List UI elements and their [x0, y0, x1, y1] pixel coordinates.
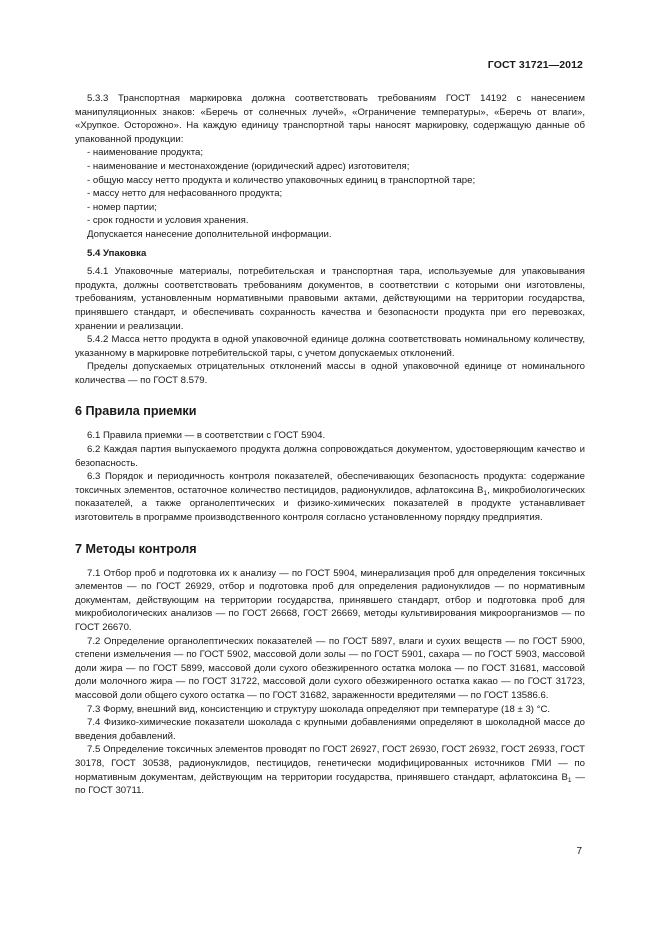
- section-heading-7: 7 Методы контроля: [75, 541, 197, 556]
- paragraph-6-1: 6.1 Правила приемки — в соответствии с ГОСТ 5904.: [87, 430, 326, 442]
- paragraph-7-4: 7.4 Физико-химические показатели шоколада с крупными добавлениями определяют в шоколадной массе до введения добавлений.: [75, 717, 585, 742]
- subscript: 1: [567, 776, 572, 784]
- subsection-heading-5-4: 5.4 Упаковка: [87, 247, 147, 259]
- paragraph-7-3: 7.3 Форму, внешний вид, консистенцию и структуру шоколада определяют при температуре (18 ± 3) °С.: [87, 703, 551, 715]
- paragraph-tolerance: Пределы допускаемых отрицательных отклонений массы в одной упаковочной единице от номинального количества — по ГОСТ 8.579.: [75, 361, 585, 386]
- list-item: - наименование и местонахождение (юридический адрес) изготовителя;: [87, 160, 410, 172]
- paragraph-6-2: 6.2 Каждая партия выпускаемого продукта должна сопровождаться документом, удостоверяющим качество и безопасность.: [75, 444, 585, 469]
- paragraph-7-2: 7.2 Определение органолептических показателей — по ГОСТ 5897, влаги и сухих веществ — по ГОСТ 5900, степени измельчения — по ГОСТ 5902, массовой доли золы — по ГОСТ 5901, сахара — по ГОСТ 5903, массовой доли жира — по ГОСТ 5899, массовой доли сухого обезжиренного остатка молока — по ГОСТ 31681, массовой доли молочного жира — по ГОСТ 31722, массовой доли сухого обезжиренного остатка какао — по ГОСТ 31723, массовой доли общего сухого остатка — по ГОСТ 31682, зараженности вредителями — по ГОСТ 13586.6.: [75, 635, 585, 701]
- page-content: [75, 92, 585, 798]
- paragraph-note: Допускается нанесение дополнительной информации.: [87, 228, 332, 240]
- list-item: - срок годности и условия хранения.: [87, 215, 249, 227]
- paragraph-7-5: [75, 743, 585, 797]
- text-run: 7.5 Определение токсичных элементов проводят по ГОСТ 26927, ГОСТ 26930, ГОСТ 26932, ГОСТ 26933, ГОСТ 30178, ГОСТ 30538, радионуклидов, пестицидов, генетически модифицированных источников ГМИ — по нормативным документам, действующим на территории государства, принявшего стандарт, афлатоксина В: [75, 744, 585, 783]
- list-item: - общую массу нетто продукта и количество упаковочных единиц в транспортной таре;: [87, 174, 476, 186]
- paragraph-5-3-3: 5.3.3 Транспортная маркировка должна соответствовать требованиям ГОСТ 14192 с нанесением манипуляционных знаков: «Беречь от солнечных лучей», «Ограничение температуры», «Беречь от влаги», «Хрупкое. Осторожно». На каждую единицу транспортной тары наносят маркировку, содержащую данные об упакованной продукции:: [75, 93, 585, 145]
- list-item: - номер партии;: [87, 201, 157, 213]
- paragraph-6-3: [75, 470, 585, 524]
- paragraph-7-1: 7.1 Отбор проб и подготовка их к анализу — по ГОСТ 5904, минерализация проб для определения токсичных элементов — по ГОСТ 26929, отбор и подготовка проб для определения радионуклидов — по нормативным документам, действующим на территории государства, принявшего стандарт, отбор и подготовка проб для микробиологических анализов — по ГОСТ 26668, ГОСТ 26669, методы культивирования микроорганизмов — по ГОСТ 26670.: [75, 567, 585, 633]
- subscript: 1: [483, 489, 488, 497]
- text-run: , микробиологических показателей, а также органолептических и физико-химических показателей в продукте устанавливает изготовитель в программе производственного контроля согласно установленному порядку предприятия.: [75, 484, 585, 524]
- paragraph-5-4-1: 5.4.1 Упаковочные материалы, потребительская и транспортная тара, используемые для упаковывания продукта, должны соответствовать требованиям документов, в соответствии с которыми они изготовлены, требованиям, установленным нормативными правовыми актами, действующими на территории государства, принявшего стандарт, и обеспечивать сохранность качества и безопасности продукта при его перевозках, хранении и реализации.: [75, 266, 585, 332]
- list-item: - массу нетто для нефасованного продукта;: [87, 188, 283, 200]
- document-code-header: ГОСТ 31721—2012: [487, 59, 583, 71]
- text-run: — по ГОСТ 30711.: [75, 771, 586, 797]
- text-run: 6.3 Порядок и периодичность контроля показателей, обеспечивающих безопасность продукта: содержание токсичных элементов, остаточное количество пестицидов, радионуклидов, афлатоксина В: [75, 471, 585, 496]
- list-item: - наименование продукта;: [87, 147, 204, 159]
- page-number: 7: [576, 846, 582, 857]
- paragraph-5-4-2: 5.4.2 Масса нетто продукта в одной упаковочной единице должна соответствовать номинальному количеству, указанному в маркировке потребительской тары, с учетом допускаемых отклонений.: [75, 334, 585, 359]
- section-heading-6: 6 Правила приемки: [75, 404, 197, 419]
